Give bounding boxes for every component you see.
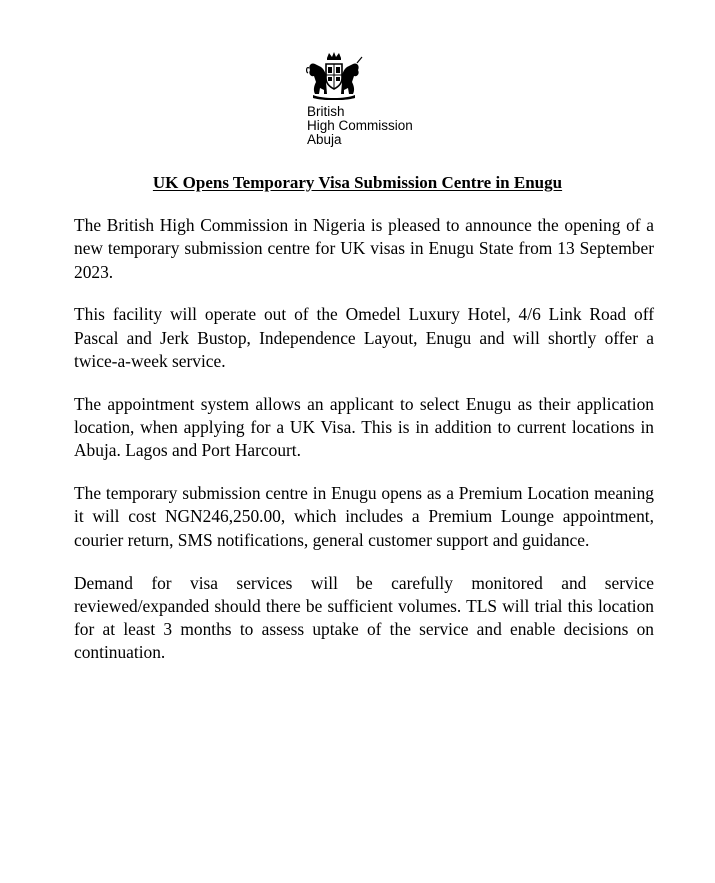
org-name-line-2: High Commission (307, 118, 413, 133)
paragraph: This facility will operate out of the Omedel Luxury Hotel, 4/6 Link Road off Pascal and Jerk Bustop, Independence Layout, Enugu and will shortly offer a twice-a-week service. (74, 304, 654, 371)
paragraph: The temporary submission centre in Enugu opens as a Premium Location meaning it will cost NGN246,250.00, which includes a Premium Lounge appointment, courier return, SMS notifications, general customer support and guidance. (74, 483, 654, 550)
document-title: UK Opens Temporary Visa Submission Centre in Enugu (152, 173, 563, 192)
paragraph: The appointment system allows an applicant to select Enugu as their application location, when applying for a UK Visa. This is in addition to current locations in Abuja. Lagos and Port Harcourt. (74, 393, 654, 461)
document-body (74, 214, 654, 684)
royal-coat-of-arms-icon (305, 52, 363, 100)
org-name-line-1: British (307, 104, 345, 119)
org-name-line-3: Abuja (307, 132, 342, 147)
paragraph: Demand for visa services will be carefully monitored and service reviewed/expanded should there be sufficient volumes. TLS will trial this location for at least 3 months to assess uptake of the service and enable decisions on continuation. (74, 572, 654, 663)
paragraph: The British High Commission in Nigeria is pleased to announce the opening of a new temporary submission centre for UK visas in Enugu State from 13 September 2023. (74, 215, 654, 282)
organisation-name (307, 105, 413, 147)
